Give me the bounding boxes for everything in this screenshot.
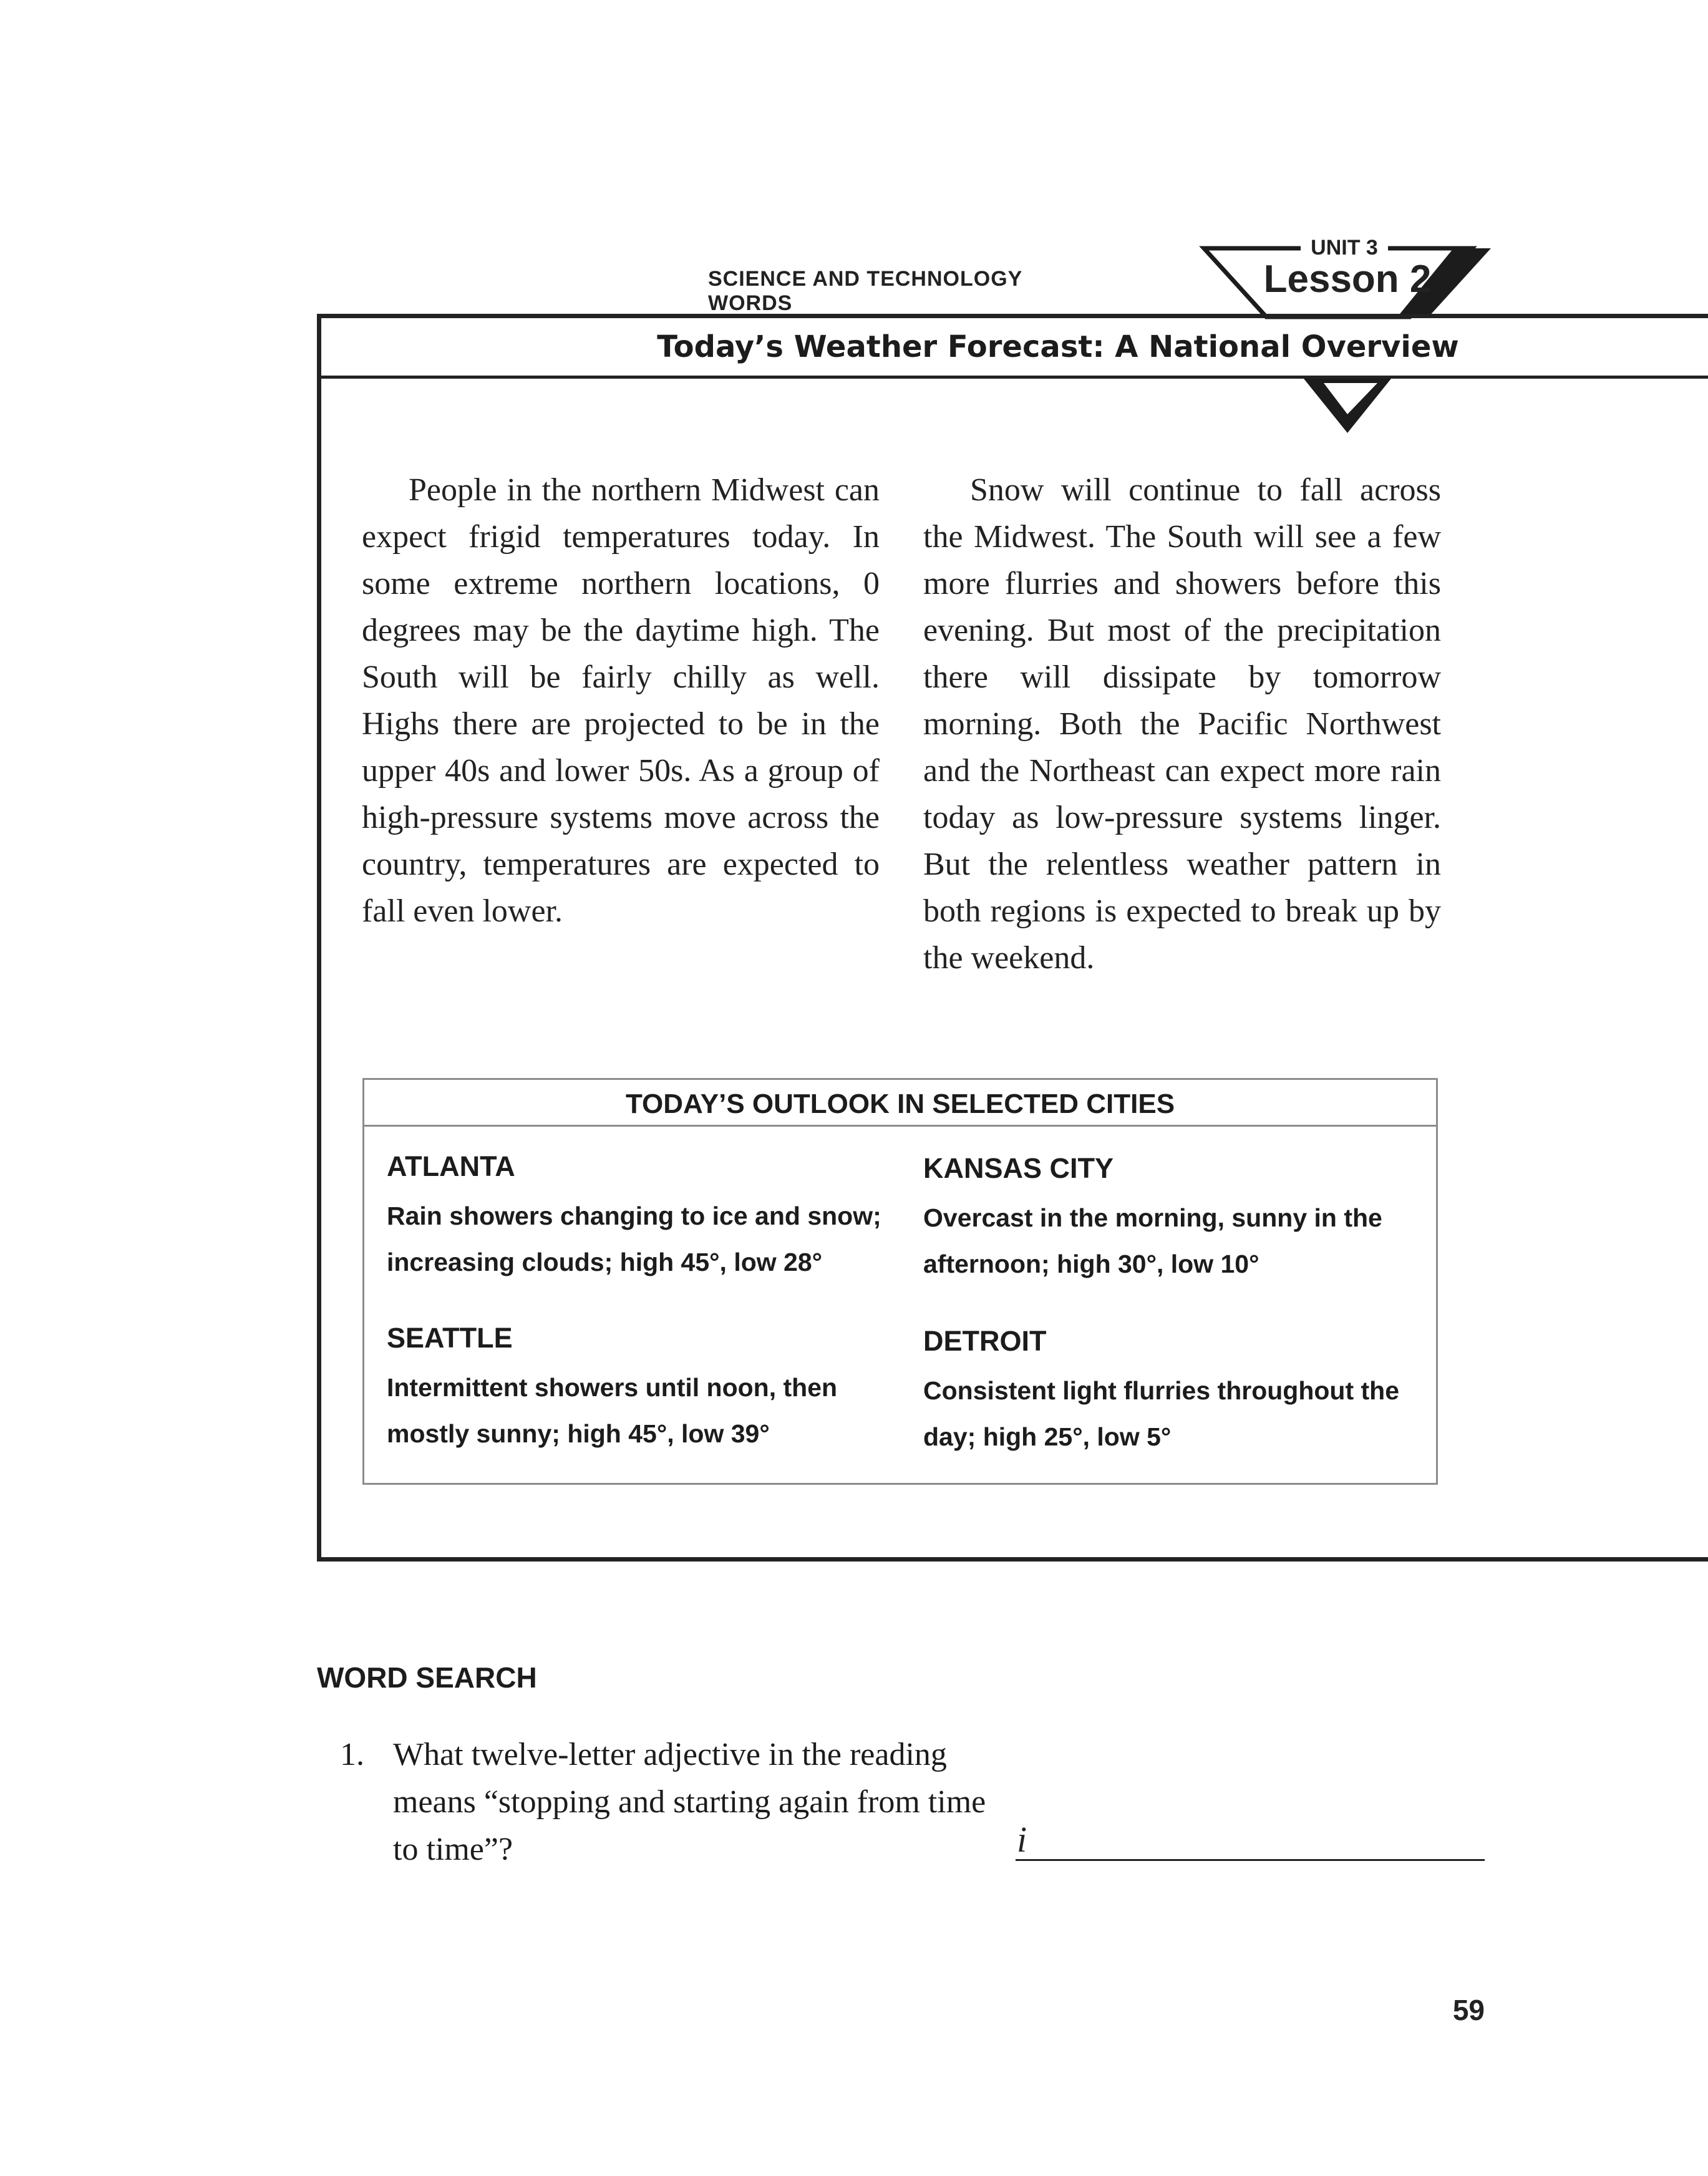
unit-label: UNIT 3 <box>1301 236 1388 260</box>
city-name: KANSAS CITY <box>923 1152 1114 1184</box>
answer-line[interactable] <box>1016 1859 1485 1861</box>
article-paragraph-right: Snow will continue to fall across the Midwest. The South will see a few more flurries and showers before this evening. But most of the precipitation there will dissipate by tomorrow morning. Both the Pacific Northwest and the Northeast can expect more rain today as low-pressure systems linger. But the relentless weather pattern in both regions is expected to break up by the weekend. <box>923 472 1441 976</box>
city-name: DETROIT <box>923 1325 1047 1357</box>
article-paragraph-left: People in the northern Midwest can expect frigid temperatures today. In some extreme northern locations, 0 degrees may be the daytime high. The South will be fairly chilly as well. Highs there are projected to be in the upper 40s and lower 50s. As a group of high-pressure systems move across the country, temperatures are expected to fall even lower. <box>362 472 880 929</box>
city-forecast-seattle <box>387 1319 886 1457</box>
article-column-right <box>923 467 1441 981</box>
city-name: SEATTLE <box>387 1322 513 1354</box>
city-forecast-text: Rain showers changing to ice and snow; increasing clouds; high 45°, low 28° <box>387 1202 881 1276</box>
article-title: Today’s Weather Forecast: A National Overview <box>657 329 1459 364</box>
article-column-left <box>362 467 880 935</box>
city-forecast-text: Intermittent showers until noon, then mostly sunny; high 45°, low 39° <box>387 1373 838 1448</box>
question-text: What twelve-letter adjective in the reading means “stopping and starting again from time to time”? <box>393 1737 986 1867</box>
lesson-label: Lesson 2 <box>1263 258 1432 301</box>
city-forecast-detroit <box>923 1323 1422 1460</box>
outlook-title: TODAY’S OUTLOOK IN SELECTED CITIES <box>625 1089 1175 1119</box>
city-forecast-atlanta <box>387 1148 886 1285</box>
city-forecast-text: Consistent light flurries throughout the day; high 25°, low 5° <box>923 1376 1400 1451</box>
city-forecast-text: Overcast in the morning, sunny in the afternoon; high 30°, low 10° <box>923 1203 1382 1278</box>
word-search-heading: WORD SEARCH <box>317 1661 537 1694</box>
question-number: 1. <box>340 1737 364 1772</box>
page-number: 59 <box>1452 1994 1485 2026</box>
city-name: ATLANTA <box>387 1150 515 1182</box>
answer-hint-letter: i <box>1017 1819 1027 1860</box>
city-forecast-kansas-city <box>923 1150 1422 1287</box>
down-arrow-icon <box>1298 376 1397 438</box>
section-label: SCIENCE AND TECHNOLOGY WORDS <box>708 267 1022 315</box>
